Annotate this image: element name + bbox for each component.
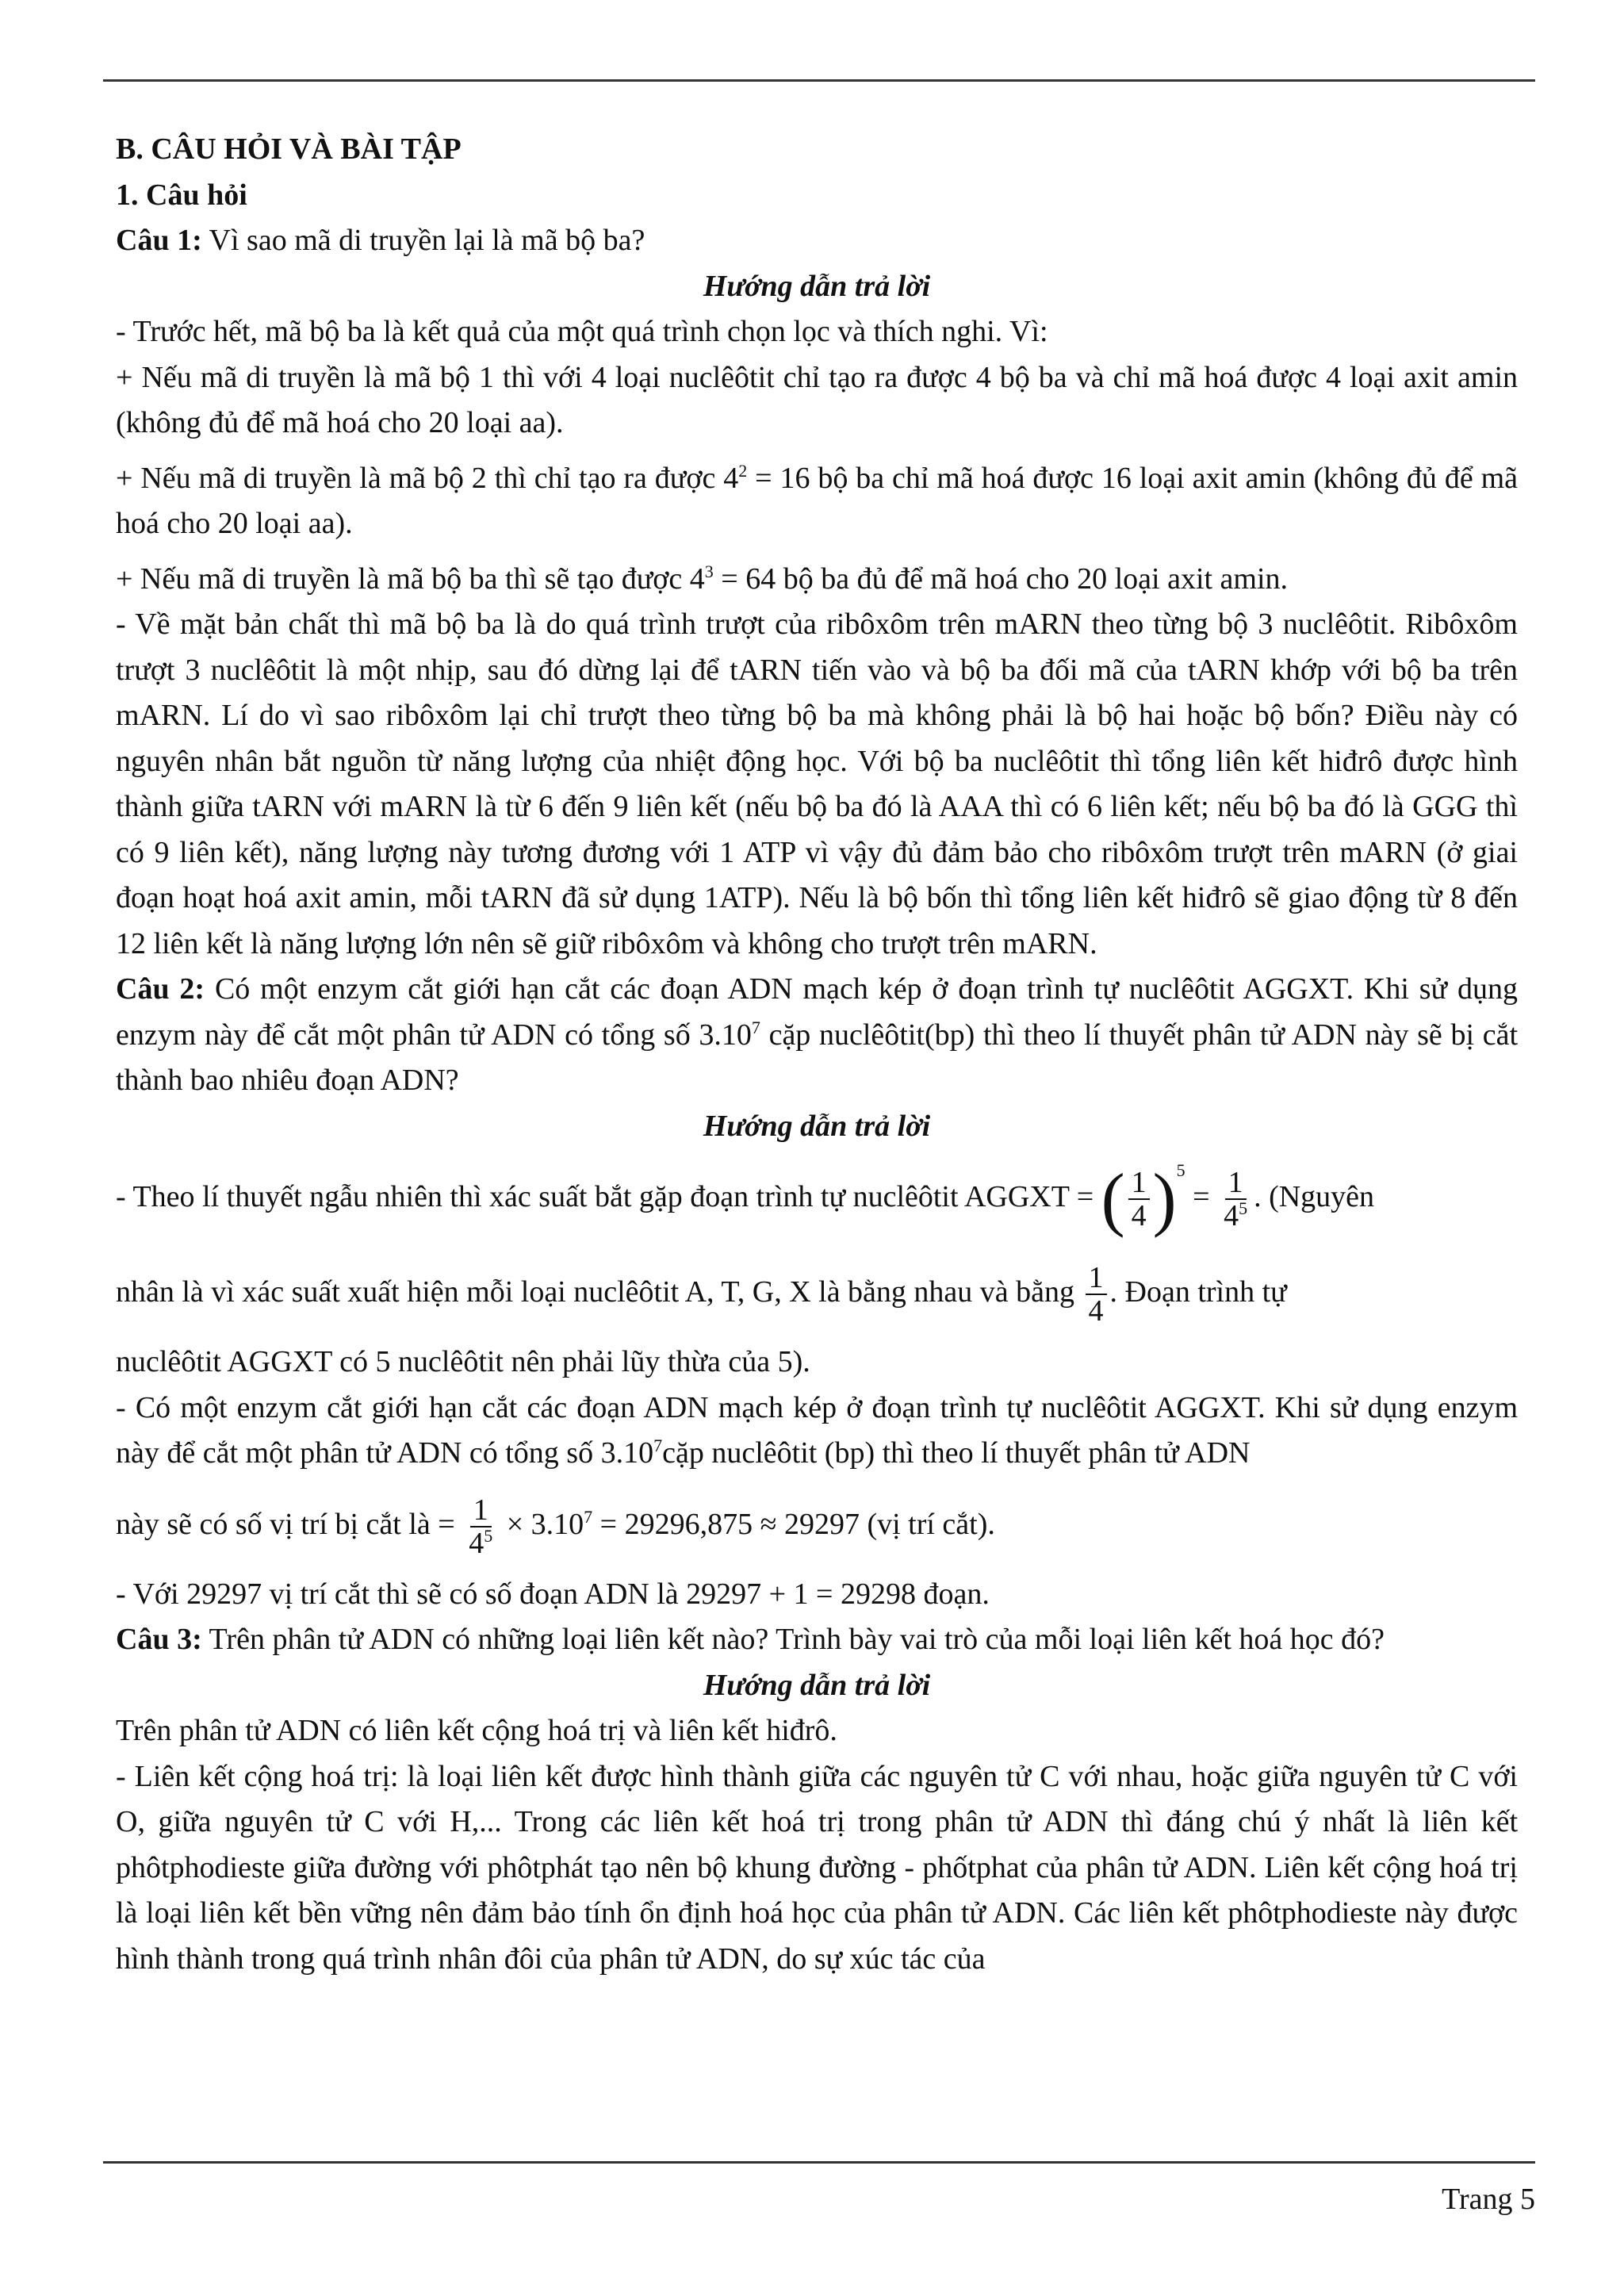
formula-exponent: 7 xyxy=(653,1435,663,1455)
q2-answer-line-6: - Với 29297 vị trí cắt thì sẽ có số đoạn ADN là 29297 + 1 = 29298 đoạn. xyxy=(116,1577,990,1611)
q2-a2-pre: nhân là vì xác suất xuất hiện mỗi loại nuclêôtit A, T, G, X là bằng nhau và bằng xyxy=(116,1275,1082,1309)
section-title: B. CÂU HỎI VÀ BÀI TẬP xyxy=(116,132,462,166)
q2-a4-pre: - Có một enzym cắt giới hạn cắt các đoạn ADN mạch kép ở đoạn trình tự nuclêôtit AGGXT. Khi sử dụng enzym này để cắt một phân tử ADN có tổng số xyxy=(116,1390,1518,1470)
formula-base: 4 xyxy=(1224,1199,1239,1233)
formula-base: 4 xyxy=(689,562,705,596)
question-3-text: Trên phân tử ADN có những loại liên kết nào? Trình bày vai trò của mỗi loại liên kết hoá học đó? xyxy=(201,1623,1385,1656)
formula-exponent: 7 xyxy=(751,1017,760,1037)
q2-a5-pre: này sẽ có số vị trí bị cắt là xyxy=(116,1507,439,1541)
formula-exponent: 5 xyxy=(1176,1160,1185,1180)
formula-4-cubed xyxy=(690,562,776,596)
formula-4-squared xyxy=(723,462,810,495)
q1-a3-pre: + Nếu mã di truyền là mã bộ 2 thì chỉ tạo ra được xyxy=(116,461,724,495)
answer-heading-1: Hướng dẫn trả lời xyxy=(703,269,931,303)
formula-multiplier: × 3.10 xyxy=(499,1507,584,1541)
formula-base: 3.10 xyxy=(600,1436,654,1470)
page-number: Trang 5 xyxy=(1442,2183,1535,2216)
question-2-label: Câu 2: xyxy=(116,972,205,1006)
fraction-denominator: 4 xyxy=(1088,1294,1104,1328)
q3-answer-line-1: Trên phân tử ADN có liên kết cộng hoá trị và liên kết hiđrô. xyxy=(116,1714,837,1747)
question-2-text-post: cặp nuclêôtit(bp) thì theo lí thuyết phân tử ADN này sẽ bị cắt thành bao nhiêu đoạn ADN? xyxy=(116,1018,1519,1097)
q1-answer-line-1: - Trước hết, mã bộ ba là kết quả của một quá trình chọn lọc và thích nghi. Vì: xyxy=(116,315,1048,348)
formula-equals: = xyxy=(438,1507,463,1541)
q2-answer-line-1 xyxy=(116,1149,1518,1244)
q2-a1-post: . (Nguyên xyxy=(1254,1180,1375,1213)
question-2-text-pre: Có một enzym cắt giới hạn cắt các đoạn ADN mạch kép ở đoạn trình tự nuclêôtit AGGXT. Khi sử dụng enzym này để cắt một phân tử ADN có tổng số xyxy=(116,972,1519,1052)
formula-rest: = 64 xyxy=(713,562,776,596)
q1-a4-post: bộ ba đủ để mã hoá cho 20 loại axit amin. xyxy=(776,562,1289,596)
q1-answer-line-3 xyxy=(116,456,1518,547)
fraction-numerator: 1 xyxy=(470,1494,492,1527)
q2-a5-post: (vị trí cắt). xyxy=(859,1507,995,1541)
q2-a4-post: cặp nuclêôtit (bp) thì theo lí thuyết phân tử ADN xyxy=(662,1436,1251,1470)
subsection-title: 1. Câu hỏi xyxy=(116,178,247,212)
question-1 xyxy=(116,218,1518,264)
formula-exponent: 7 xyxy=(584,1506,593,1527)
question-3-label: Câu 3: xyxy=(116,1623,202,1656)
formula-cut-sites xyxy=(438,1493,860,1560)
footer-rule xyxy=(103,2161,1535,2164)
q2-a2-post: . Đoạn trình tự xyxy=(1109,1275,1287,1309)
formula-3e7 xyxy=(699,1018,760,1052)
fraction-numerator: 1 xyxy=(1086,1262,1107,1295)
q1-a4-pre: + Nếu mã di truyền là mã bộ ba thì sẽ tạo được xyxy=(116,562,690,596)
left-paren: ( xyxy=(1101,1159,1125,1239)
q2-answer-line-3: nuclêôtit AGGXT có 5 nuclêôtit nên phải lũy thừa của 5). xyxy=(116,1345,810,1378)
formula-base: 4 xyxy=(723,461,739,495)
q2-a1-pre: - Theo lí thuyết ngẫu nhiên thì xác suất bắt gặp đoạn trình tự nuclêôtit xyxy=(116,1180,964,1213)
fraction-denominator xyxy=(1220,1200,1251,1232)
formula-base: 4 xyxy=(469,1526,485,1560)
right-paren: ) xyxy=(1152,1159,1177,1239)
q3-answer-line-2: - Liên kết cộng hoá trị: là loại liên kết được hình thành giữa các nguyên tử C với nhau, hoặc giữa nguyên tử C với O, giữa nguyên tử C với H,... Trong các liên kết hoá trị trong phân tử ADN thì đáng chú ý nhất là liên kết phôtphodieste giữa đường với phôtphát tạo nên bộ khung đường - phốtphat của phân tử ADN. Liên kết cộng hoá trị là loại liên kết bền vững nên đảm bảo tính ổn định hoá học của phân tử ADN. Các liên kết phôtphodieste này được hình thành trong quá trình nhân đôi của phân tử ADN, do sự xúc tác của xyxy=(116,1759,1518,1976)
q1-answer-line-4 xyxy=(116,557,1518,603)
question-3 xyxy=(116,1617,1518,1663)
fraction-one-over-4-pow-5 xyxy=(1220,1167,1251,1232)
header-rule xyxy=(103,79,1535,82)
q2-answer-line-5 xyxy=(116,1477,1518,1572)
formula-equals: = xyxy=(1185,1180,1218,1213)
question-2 xyxy=(116,967,1518,1104)
q2-answer-line-2 xyxy=(116,1244,1518,1340)
fraction-denominator: 4 xyxy=(1131,1199,1147,1233)
formula-exponent: 2 xyxy=(738,460,748,481)
fraction-one-quarter xyxy=(1128,1167,1150,1232)
fraction-numerator: 1 xyxy=(1128,1167,1150,1200)
fraction-numerator: 1 xyxy=(1225,1167,1247,1200)
q1-a3-post: bộ ba chỉ mã hoá được 16 loại axit amin (không đủ để mã hoá cho 20 loại aa). xyxy=(116,461,1519,540)
formula-rest: = 16 xyxy=(747,461,810,495)
question-1-label: Câu 1: xyxy=(116,224,202,257)
formula-exponent: 3 xyxy=(704,561,714,581)
formula-lhs: AGGXT = xyxy=(963,1180,1101,1213)
q1-answer-line-2: + Nếu mã di truyền là mã bộ 1 thì với 4 loại nuclêôtit chỉ tạo ra được 4 bộ ba và chỉ mã hoá được 4 loại axit amin (không đủ để mã hoá cho 20 loại aa). xyxy=(116,360,1518,439)
q2-answer-line-4 xyxy=(116,1386,1518,1477)
formula-result: = 29296,875 ≈ 29297 xyxy=(592,1507,860,1541)
answer-heading-3: Hướng dẫn trả lời xyxy=(703,1668,931,1702)
formula-probability xyxy=(963,1159,1254,1239)
formula-3e7 xyxy=(601,1436,663,1470)
fraction-denominator xyxy=(465,1527,496,1559)
formula-base: 3.10 xyxy=(699,1018,752,1052)
question-1-text: Vì sao mã di truyền lại là mã bộ ba? xyxy=(201,224,645,257)
answer-heading-2: Hướng dẫn trả lời xyxy=(703,1109,931,1143)
fraction-one-quarter xyxy=(1086,1262,1107,1327)
formula-exponent: 5 xyxy=(1239,1198,1248,1219)
fraction-one-over-4-pow-5 xyxy=(465,1494,496,1559)
page-content xyxy=(116,127,1518,1982)
q1-answer-line-5: - Về mặt bản chất thì mã bộ ba là do quá trình trượt của ribôxôm trên mARN theo từng bộ 3 nuclêôtit. Ribôxôm trượt 3 nuclêôtit là một nhịp, sau đó dừng lại để tARN tiến vào và bộ ba đối mã của tARN khớp với bộ ba trên mARN. Lí do vì sao ribôxôm lại chỉ trượt theo từng bộ ba mà không phải là bộ hai hoặc bộ bốn? Điều này có nguyên nhân bắt nguồn từ năng lượng của nhiệt động học. Với bộ ba nuclêôtit thì tổng liên kết hiđrô được hình thành giữa tARN với mARN là từ 6 đến 9 liên kết (nếu bộ ba đó là AAA thì có 6 liên kết; nếu bộ ba đó là GGG thì có 9 liên kết), năng lượng này tương đương với 1 ATP vì vậy đủ đảm bảo cho ribôxôm trượt trên mARN (ở giai đoạn hoạt hoá axit amin, mỗi tARN đã sử dụng 1ATP). Nếu là bộ bốn thì tổng liên kết hiđrô sẽ giao động từ 8 đến 12 liên kết là năng lượng lớn nên sẽ giữ ribôxôm và không cho trượt trên mARN. xyxy=(116,608,1518,960)
formula-exponent: 5 xyxy=(484,1525,493,1546)
